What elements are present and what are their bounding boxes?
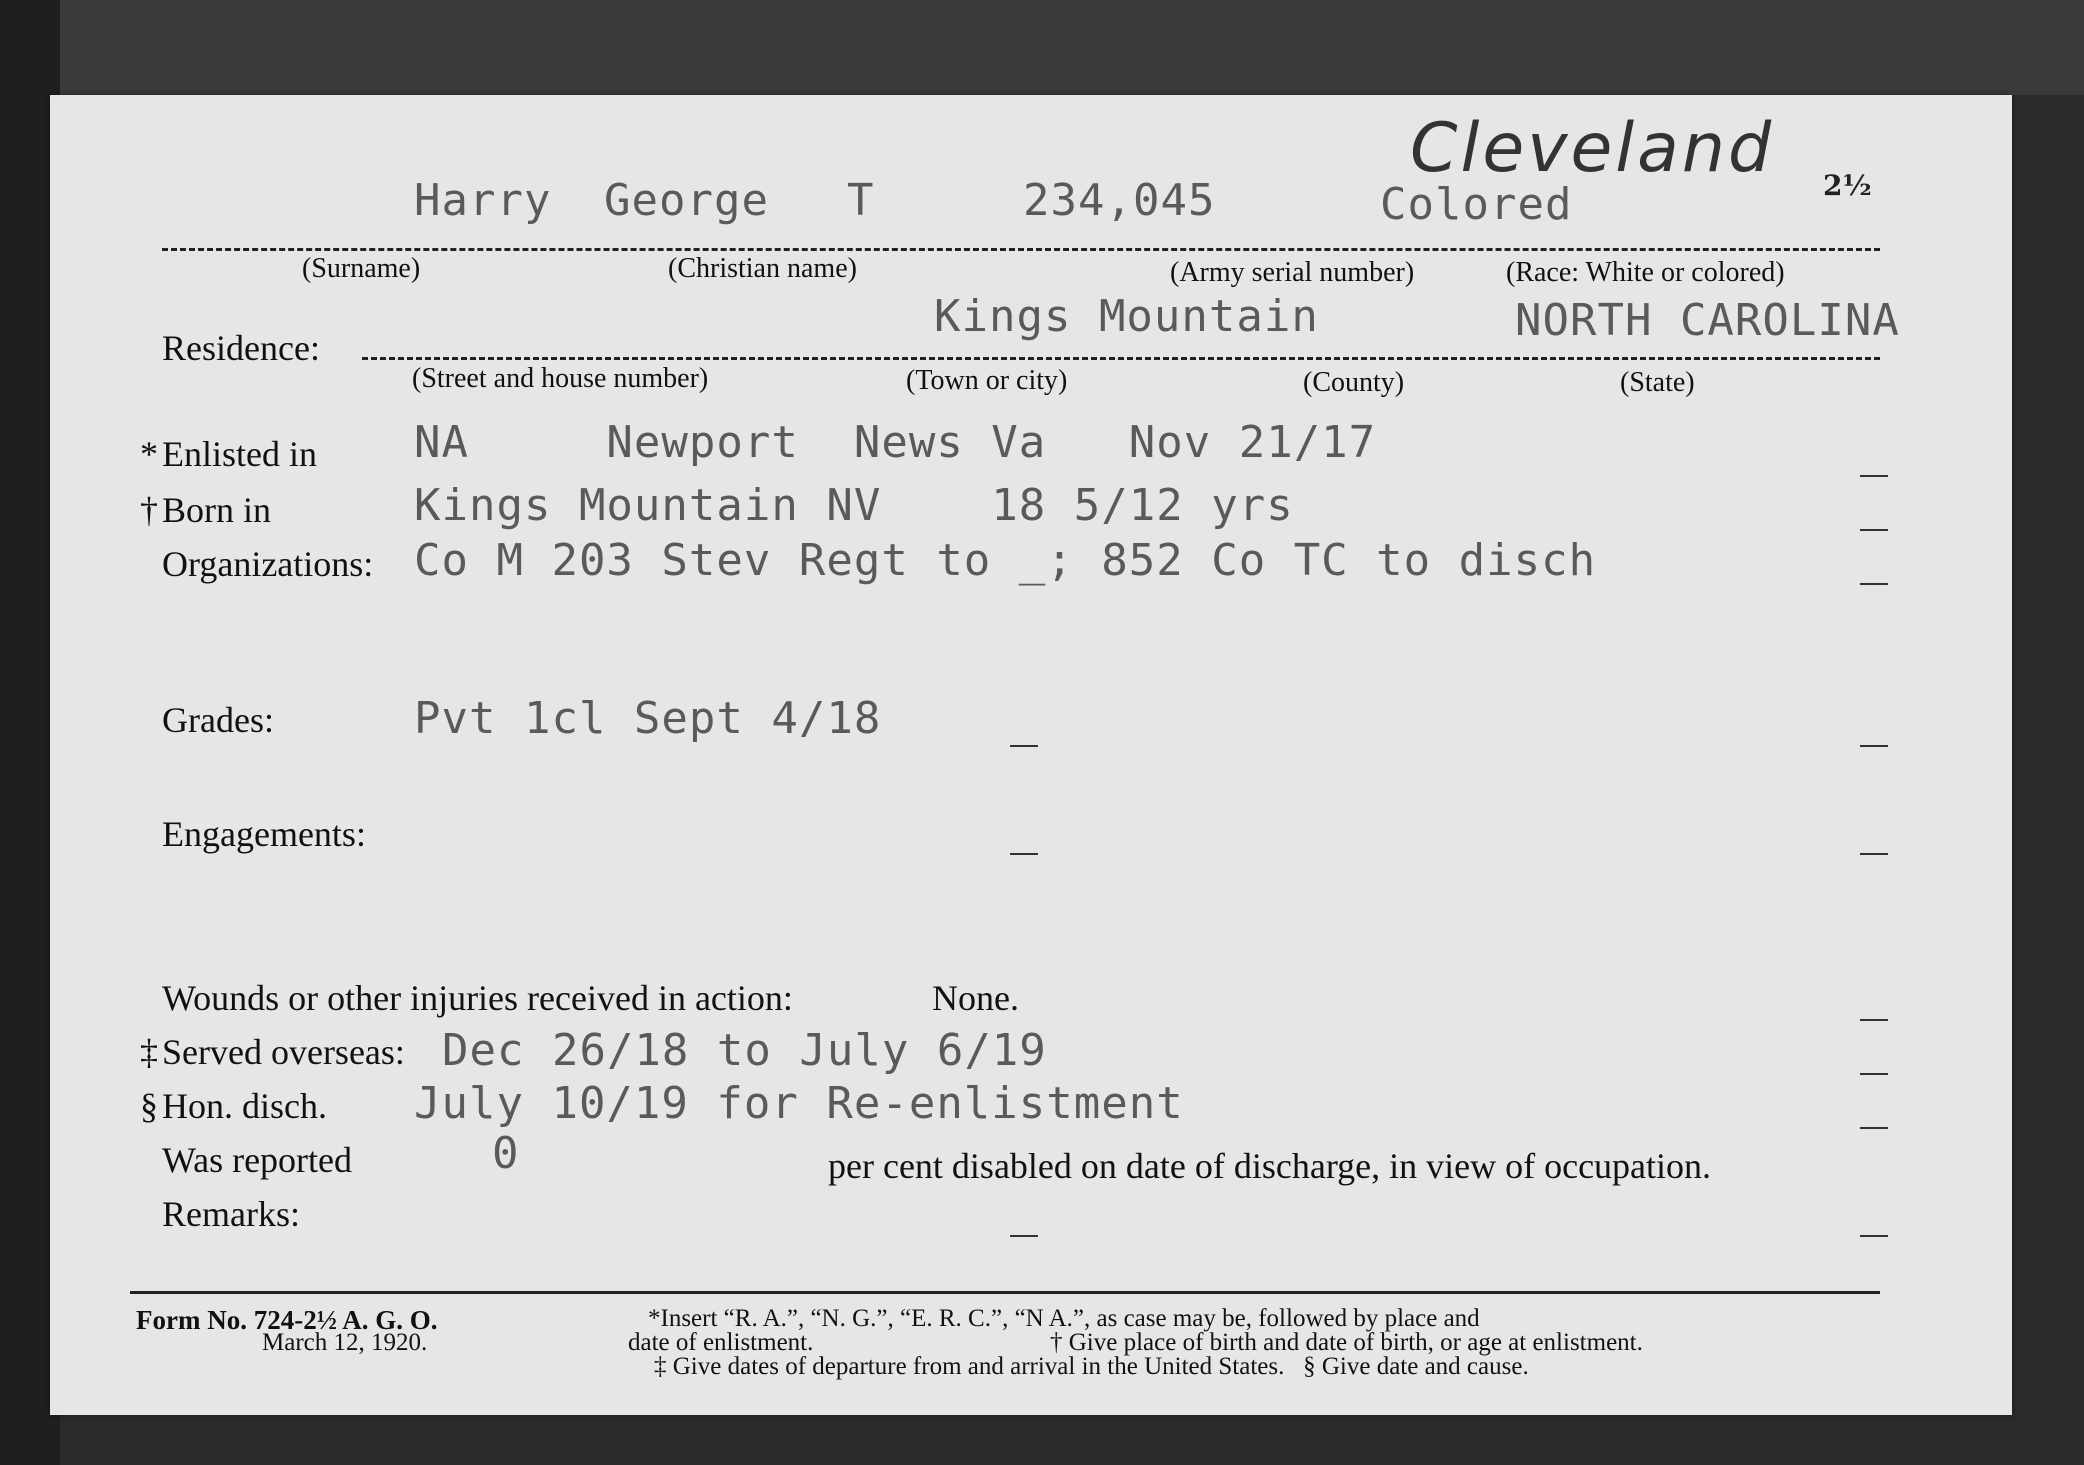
field-end-mark <box>1860 475 1888 477</box>
serial-number-value: 234,045 <box>1023 175 1216 226</box>
wounds-value: None. <box>932 978 1019 1018</box>
county-caption: (County) <box>1303 367 1405 398</box>
residence-town-value: Kings Mountain <box>934 291 1319 342</box>
field-end-mark <box>1860 1019 1888 1021</box>
state-caption: (State) <box>1620 367 1695 398</box>
surname-caption: (Surname) <box>302 253 421 284</box>
christian-name-value: George <box>604 175 769 226</box>
engagements-label: Engagements: <box>162 814 366 854</box>
enlisted-mark: * <box>140 434 158 474</box>
reported-suffix: per cent disabled on date of discharge, in view of occupation. <box>828 1146 1712 1186</box>
field-mid-mark <box>1010 1235 1038 1237</box>
form-date: March 12, 1920. <box>262 1329 428 1356</box>
field-end-mark <box>1860 1127 1888 1129</box>
born-value: Kings Mountain NV 18 5/12 yrs <box>414 480 1294 531</box>
field-end-mark <box>1860 583 1888 585</box>
form-fraction: 2½ <box>1823 169 1872 202</box>
hon-disch-label: Hon. disch. <box>162 1086 327 1126</box>
county-handwritten: Cleveland <box>1410 109 1775 188</box>
grades-label: Grades: <box>162 700 274 740</box>
residence-dashed-line <box>362 357 1880 360</box>
reported-value: 0 <box>492 1128 520 1179</box>
wounds-label: Wounds or other injuries received in action: <box>162 978 793 1018</box>
form-number: Form No. 724-2½ A. G. O. <box>136 1305 438 1335</box>
remarks-label: Remarks: <box>162 1194 300 1234</box>
overseas-mark: ‡ <box>140 1032 158 1072</box>
field-end-mark <box>1860 1235 1888 1237</box>
organizations-value: Co M 203 Stev Regt to _; 852 Co TC to disch <box>414 535 1597 586</box>
field-end-mark <box>1860 745 1888 747</box>
christian-name-caption: (Christian name) <box>668 253 857 284</box>
overseas-value: Dec 26/18 to July 6/19 <box>442 1025 1047 1076</box>
field-mid-mark <box>1010 853 1038 855</box>
hon-disch-value: July 10/19 for Re-enlistment <box>414 1078 1184 1129</box>
race-caption: (Race: White or colored) <box>1506 257 1785 288</box>
name-dashed-line <box>162 248 1880 251</box>
race-value: Colored <box>1380 179 1573 230</box>
born-label: Born in <box>162 490 272 530</box>
middle-initial-value: T <box>847 175 875 226</box>
scanner-background-top <box>0 0 2084 95</box>
field-end-mark <box>1860 1073 1888 1075</box>
hon-disch-mark: § <box>140 1086 158 1126</box>
service-record-card <box>50 95 2012 1415</box>
field-end-mark <box>1860 853 1888 855</box>
street-caption: (Street and house number) <box>412 363 709 394</box>
enlisted-label: Enlisted in <box>162 434 317 474</box>
organizations-label: Organizations: <box>162 544 374 584</box>
born-mark: † <box>140 490 158 530</box>
serial-caption: (Army serial number) <box>1170 257 1415 288</box>
reported-label: Was reported <box>162 1140 353 1180</box>
footnote-1: *Insert “R. A.”, “N. G.”, “E. R. C.”, “N A.”, as case may be, followed by place and <box>648 1305 1480 1332</box>
footer-rule <box>130 1291 1880 1294</box>
overseas-label: Served overseas: <box>162 1032 405 1072</box>
field-end-mark <box>1860 529 1888 531</box>
residence-state-value: NORTH CAROLINA <box>1515 295 1900 346</box>
enlisted-value: NA Newport News Va Nov 21/17 <box>414 417 1377 468</box>
field-mid-mark <box>1010 745 1038 747</box>
footnote-3: ‡ Give dates of departure from and arrival in the United States. § Give date and cause. <box>654 1353 1529 1380</box>
footnote-2b: † Give place of birth and date of birth, or age at enlistment. <box>1050 1329 1643 1356</box>
surname-value: Harry <box>414 175 552 226</box>
town-caption: (Town or city) <box>906 365 1068 396</box>
residence-label: Residence: <box>162 328 320 368</box>
footnote-2a: date of enlistment. <box>628 1329 814 1356</box>
grades-value: Pvt 1cl Sept 4/18 <box>414 693 882 744</box>
